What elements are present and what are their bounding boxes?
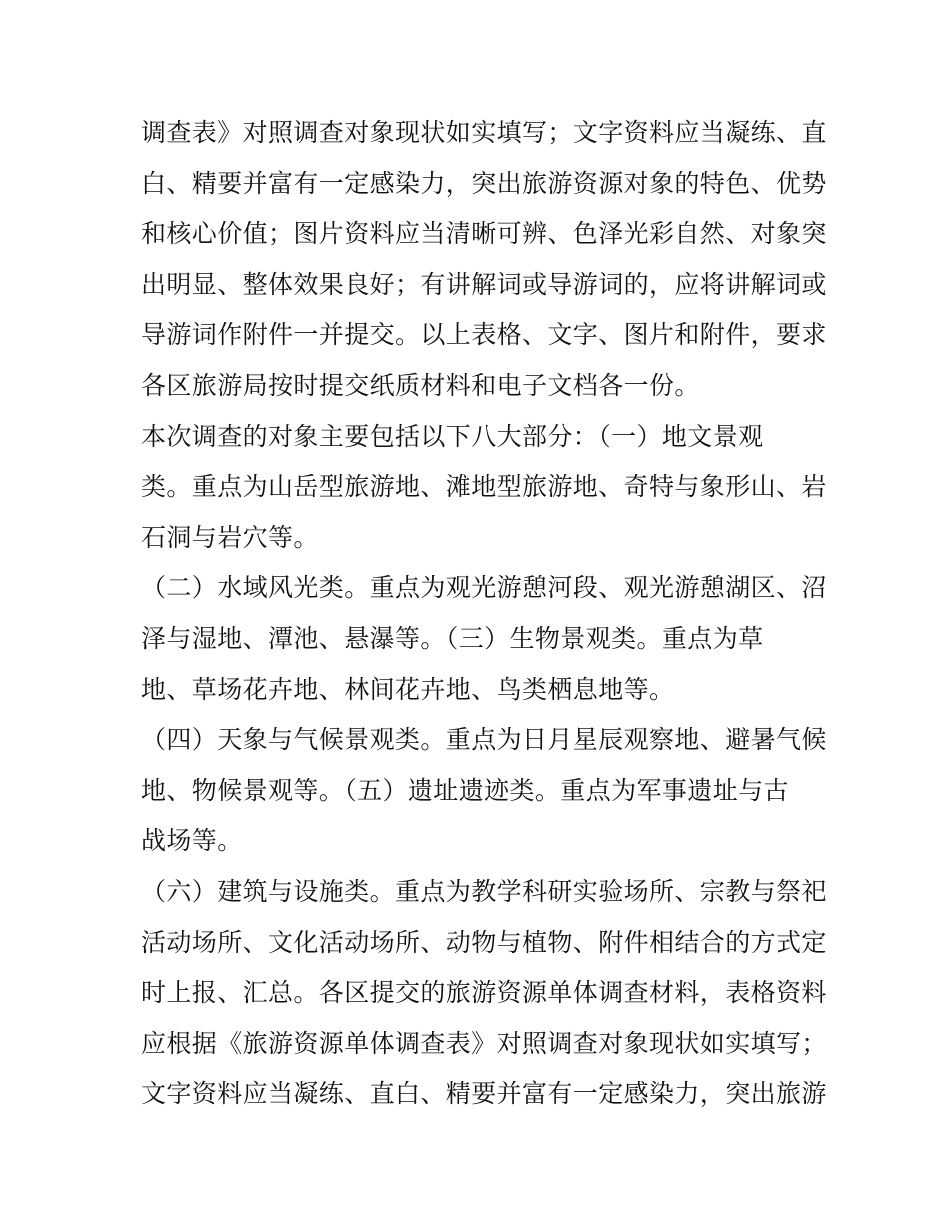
text-line: 石洞与岩穴等。: [141, 522, 319, 552]
text-line: 地、草场花卉地、林间花卉地、鸟类栖息地等。: [141, 674, 675, 704]
text-line: 泽与湿地、潭池、悬瀑等。（三）生物景观类。重点为草: [141, 623, 764, 653]
text-line: 本次调查的对象主要包括以下八大部分：（一）地文景观: [141, 421, 764, 451]
text-line: 时上报、汇总。各区提交的旅游资源单体调查材料，表格资料: [141, 978, 827, 1008]
text-line: 战场等。: [141, 826, 243, 856]
text-line: （六）建筑与设施类。重点为教学科研实验场所、宗教与祭祀: [141, 876, 827, 906]
text-line: 类。重点为山岳型旅游地、滩地型旅游地、奇特与象形山、岩: [141, 472, 827, 502]
text-line: 活动场所、文化活动场所、动物与植物、附件相结合的方式定: [141, 927, 827, 957]
text-line: 文字资料应当凝练、直白、精要并富有一定感染力，突出旅游: [141, 1079, 827, 1109]
text-line: （二）水域风光类。重点为观光游憩河段、观光游憩湖区、沼: [141, 573, 827, 603]
text-line: 出明显、整体效果良好；有讲解词或导游词的，应将讲解词或: [141, 269, 827, 299]
text-line: 白、精要并富有一定感染力，突出旅游资源对象的特色、优势: [141, 168, 827, 198]
text-line: 地、物候景观等。（五）遗址遗迹类。重点为军事遗址与古: [141, 775, 789, 805]
text-line: 调查表》对照调查对象现状如实填写；文字资料应当凝练、直: [141, 118, 827, 147]
text-line: 应根据《旅游资源单体调查表》对照调查对象现状如实填写；: [141, 1028, 827, 1058]
text-line: 和核心价值；图片资料应当清晰可辨、色泽光彩自然、对象突: [141, 219, 827, 249]
text-line: 导游词作附件一并提交。以上表格、文字、图片和附件，要求: [141, 320, 827, 350]
text-line: （四）天象与气候景观类。重点为日月星辰观察地、避暑气候: [141, 725, 827, 755]
body-text: [141, 108, 827, 1120]
text-line: 各区旅游局按时提交纸质材料和电子文档各一份。: [141, 370, 700, 400]
